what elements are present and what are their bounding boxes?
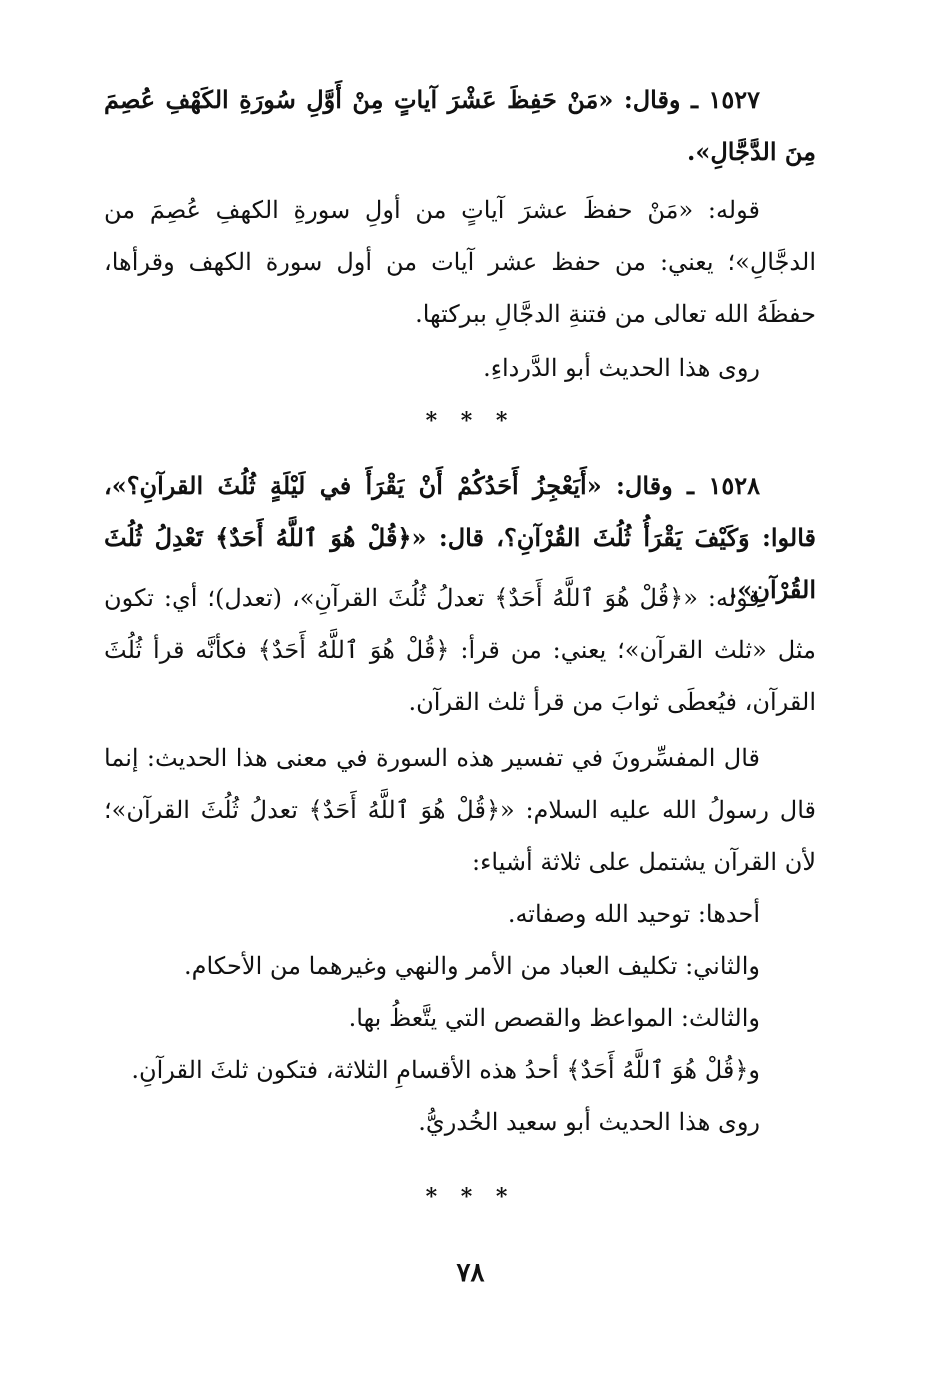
hadith-1527-main xyxy=(104,74,816,178)
hadith-1528-tafsir: قال المفسِّرونَ في تفسير هذه السورة في معنى هذا الحديث: إنما قال رسولُ الله عليه السلام: «﴿قُلْ هُوَ ٱللَّهُ أَحَدٌ﴾ تعدلُ ثُلُثَ القرآن»؛ لأن القرآن يشتمل على ثلاثة أشياء: xyxy=(104,744,816,876)
hadith-1527-text: ١٥٢٧ ـ وقال: «مَنْ حَفِظَ عَشْرَ آياتٍ مِنْ أَوَّلِ سُورَةِ الكَهْفِ عُصِمَ مِنَ الدَّجَّالِ». xyxy=(104,85,816,166)
hadith-1527-narrator-block xyxy=(104,342,816,394)
hadith-1528-commentary-block xyxy=(104,572,816,728)
separator-stars-1: * * * xyxy=(425,408,516,434)
hadith-1528-commentary: قوله: «﴿قُلْ هُوَ ٱللَّهُ أَحَدٌ﴾ تعدلُ ثُلُثَ القرآنِ»، (تعدل)؛ أي: تكون مثل «ثلث القرآن»؛ يعني: من قرأ: ﴿قُلْ هُوَ ٱللَّهُ أَحَدٌ﴾ فكأنَّه قرأ ثُلُثَ القرآن، فيُعطَى ثوابَ من قرأ ثلث القرآن. xyxy=(104,584,816,716)
tafsir-list xyxy=(104,888,816,1148)
separator-stars-2: * * * xyxy=(425,1184,516,1210)
page-number: ٧٨ xyxy=(456,1258,485,1288)
tafsir-item-4: و﴿قُلْ هُوَ ٱللَّهُ أَحَدٌ﴾ أحدُ هذه الأقسامِ الثلاثة، فتكون ثلثَ القرآنِ. xyxy=(131,1056,760,1084)
tafsir-item-2: والثاني: تكليف العباد من الأمر والنهي وغيرهما من الأحكام. xyxy=(184,952,760,980)
hadith-1528-tafsir-block xyxy=(104,732,816,888)
hadith-1527-narrator: روى هذا الحديث أبو الدَّرداءِ. xyxy=(483,354,760,382)
hadith-1527-commentary: قوله: «مَنْ حفظَ عشرَ آياتٍ من أولِ سورةِ الكهفِ عُصِمَ من الدجَّالِ»؛ يعني: من حفظ عشر آيات من أول سورة الكهف وقرأها، حفظَهُ الله تعالى من فتنةِ الدجَّالِ ببركتها. xyxy=(104,196,816,328)
tafsir-item-3: والثالث: المواعظ والقصص التي يتَّعظُ بها. xyxy=(348,1004,760,1032)
hadith-1527-commentary-block xyxy=(104,184,816,340)
hadith-1528-narrator: روى هذا الحديث أبو سعيد الخُدريُّ. xyxy=(418,1108,760,1136)
hadith-1528-text: ١٥٢٨ ـ وقال: «أَيَعْجِزُ أَحَدُكُمْ أَنْ يَقْرَأَ في لَيْلَةٍ ثُلُثَ القرآنِ؟»، قالوا: وَكَيْفَ يَقْرَأُ ثُلُثَ القُرْآنِ؟، قال: «﴿قُلْ هُوَ ٱللَّهُ أَحَدٌ﴾ تَعْدِلُ ثُلُثَ القُرْآنِ». xyxy=(104,471,817,604)
tafsir-item-1: أحدها: توحيد الله وصفاته. xyxy=(507,900,760,928)
